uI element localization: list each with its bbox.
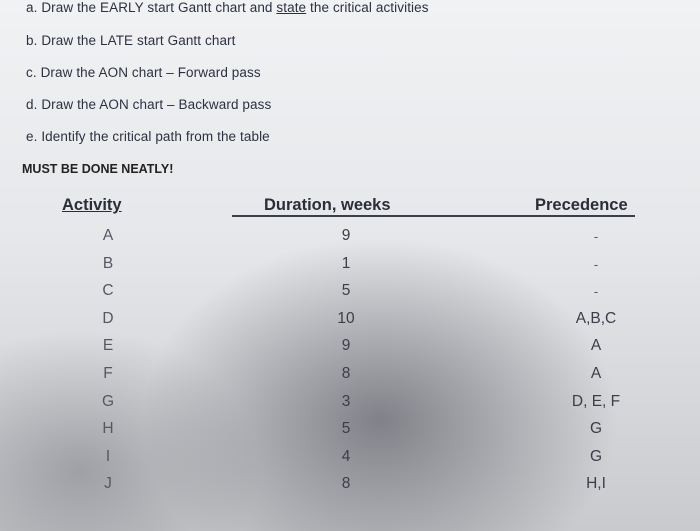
- activity-cell: A: [102, 227, 114, 244]
- duration-cell: 9: [341, 337, 351, 354]
- precedence-cell: -: [593, 284, 599, 299]
- duration-cell: 4: [341, 448, 351, 465]
- instruction-e: [26, 129, 270, 144]
- precedence-cell: A: [590, 365, 602, 382]
- instruction-text: Draw the LATE start Gantt chart: [41, 33, 236, 48]
- neatness-note: MUST BE DONE NEATLY!: [22, 162, 174, 176]
- header-activity: Activity: [62, 196, 122, 214]
- precedence-cell: G: [589, 448, 603, 465]
- precedence-cell: -: [593, 229, 599, 244]
- instruction-text: Draw the AON chart – Forward pass: [40, 65, 261, 80]
- instruction-text: Draw the EARLY start Gantt chart and: [41, 0, 277, 15]
- instruction-b: [26, 33, 236, 48]
- instruction-underlined-word: state: [276, 0, 307, 15]
- duration-cell: 3: [341, 393, 351, 410]
- duration-cell: 8: [341, 365, 351, 382]
- instruction-label: d.: [26, 97, 38, 112]
- activity-cell: E: [102, 337, 114, 354]
- instruction-c: [26, 65, 261, 80]
- instruction-d: [26, 97, 271, 112]
- header-rule: [232, 215, 635, 217]
- activity-cell: G: [101, 393, 115, 410]
- precedence-cell: H,I: [586, 475, 606, 492]
- activity-cell: H: [102, 420, 114, 437]
- instruction-label: e.: [26, 129, 38, 144]
- instruction-label: b.: [26, 33, 38, 48]
- activity-cell: D: [102, 310, 114, 327]
- header-duration: Duration, weeks: [264, 196, 391, 214]
- duration-cell: 10: [337, 310, 355, 327]
- precedence-cell: -: [593, 257, 599, 272]
- precedence-cell: A: [590, 337, 602, 354]
- activity-cell: J: [104, 475, 112, 492]
- activity-cell: C: [102, 282, 114, 299]
- precedence-cell: G: [589, 420, 603, 437]
- duration-cell: 5: [341, 420, 351, 437]
- precedence-cell: D, E, F: [571, 393, 621, 410]
- instruction-text: Identify the critical path from the table: [41, 129, 270, 144]
- header-precedence: Precedence: [535, 196, 628, 214]
- duration-cell: 9: [341, 227, 351, 244]
- duration-cell: 8: [341, 475, 351, 492]
- precedence-cell: A,B,C: [575, 310, 617, 327]
- instruction-label: c.: [26, 65, 37, 80]
- instruction-text: Draw the AON chart – Backward pass: [41, 97, 272, 112]
- activity-cell: I: [105, 448, 111, 465]
- instruction-text-end: the critical activities: [306, 0, 429, 15]
- activity-cell: F: [103, 365, 113, 382]
- instruction-a: [26, 0, 429, 15]
- instruction-label: a.: [26, 0, 38, 15]
- duration-cell: 1: [341, 255, 351, 272]
- activity-cell: B: [102, 255, 114, 272]
- duration-cell: 5: [341, 282, 351, 299]
